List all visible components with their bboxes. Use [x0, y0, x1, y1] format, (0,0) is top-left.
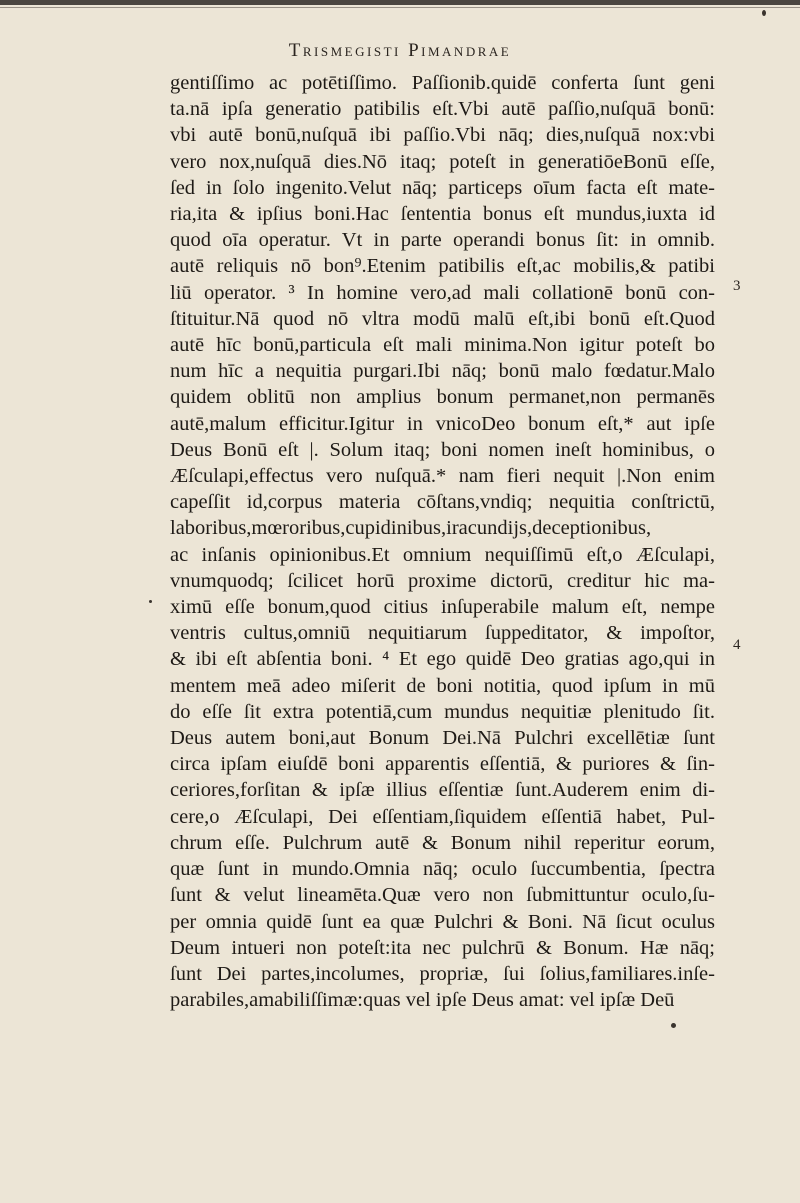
- text-line: ſunt & velut lineamēta.Quæ vero non ſubmittuntur oculo,ſu-: [170, 884, 715, 907]
- text-line: vnumquodq; ſcilicet horū proxime dictorū, creditur hic ma-: [170, 569, 715, 592]
- text-line: ventris cultus,omniū nequitiarum ſuppeditator, & impoſtor,: [170, 622, 715, 645]
- text-line: ta.nā ipſa generatio patibilis eſt.Vbi autē paſſio,nuſquā bonū:: [170, 98, 715, 121]
- text-line: vero nox,nuſquā dies.Nō itaq; poteſt in generatiōeBonū eſſe,: [170, 150, 715, 173]
- text-line: ſunt Dei partes,incolumes, propriæ, ſui ſolius,familiares.inſe-: [170, 962, 715, 985]
- text-line: quidem oblitū non amplius bonum permanet,non permanēs: [170, 386, 715, 409]
- text-line: ria,ita & ipſius boni.Hac ſententia bonus eſt mundus,iuxta id: [170, 203, 715, 226]
- text-line: num hīc a nequitia purgari.Ibi nāq; bonū malo fœdatur.Malo: [170, 360, 715, 383]
- text-line: ſed in ſolo ingenito.Velut nāq; particeps oīum facta eſt mate-: [170, 176, 715, 199]
- text-line: cere,o Æſculapi, Dei eſſentiam,ſiquidem eſſentiā habet, Pul-: [170, 805, 715, 828]
- margin-section-number-4: 4: [733, 637, 741, 653]
- text-line: Æſculapi,effectus vero nuſquā.* nam fieri nequit |.Non enim: [170, 465, 715, 488]
- text-line: circa ipſam eiuſdē boni apparentis eſſentiā, & puriores & ſin-: [170, 753, 715, 776]
- text-line: capeſſit id,corpus materia cōſtans,vndiq; nequitia conſtrictū,: [170, 491, 715, 514]
- text-line: Deus Bonū eſt |. Solum itaq; boni nomen ineſt hominibus, o: [170, 438, 715, 461]
- text-line: quæ ſunt in mundo.Omnia nāq; oculo ſuccumbentia, ſpectra: [170, 858, 715, 881]
- text-line: quod oīa operatur. Vt in parte operandi bonus ſit: in omnib.: [170, 229, 715, 252]
- text-line: parabiles,amabiliſſimæ:quas vel ipſe Deus amat: vel ipſæ Deū: [170, 989, 675, 1012]
- text-line: ac inſanis opinionibus.Et omnium nequiſſimū eſt,o Æſculapi,: [170, 543, 715, 566]
- text-line: chrum eſſe. Pulchrum autē & Bonum nihil reperitur eorum,: [170, 831, 715, 854]
- margin-section-number-3: 3: [733, 278, 741, 294]
- body-text: [170, 70, 715, 1013]
- text-line: ximū eſſe bonum,quod citius inſuperabile malum eſt, nempe: [170, 596, 715, 619]
- top-border: [0, 0, 800, 5]
- text-line: do eſſe ſit extra potentiā,cum mundus nequitiæ plenitudo ſit.: [170, 700, 715, 723]
- text-line: autē,malum efficitur.Igitur in vnicoDeo bonum eſt,* aut ipſe: [170, 412, 715, 435]
- text-line: & ibi eſt abſentia boni. ⁴ Et ego quidē Deo gratias ago,qui in: [170, 648, 715, 671]
- text-line: liū operator. ³ In homine vero,ad mali collationē bonū con-: [170, 281, 715, 304]
- text-line: vbi autē bonū,nuſquā ibi paſſio.Vbi nāq; dies,nuſquā nox:vbi: [170, 124, 715, 147]
- ink-spot: [762, 10, 766, 16]
- text-line: Deus autem boni,aut Bonum Dei.Nā Pulchri excellētiæ ſunt: [170, 727, 715, 750]
- ink-spot: [671, 1023, 676, 1028]
- text-line: autē reliquis nō bon⁹.Etenim patibilis eſt,ac mobilis,& patibi: [170, 255, 715, 278]
- text-line: autē hīc bonū,particula eſt mali minima.Non igitur poteſt bo: [170, 334, 715, 357]
- top-border-thin: [0, 7, 800, 8]
- text-line: ceriores,forſitan & ipſæ illius eſſentiæ ſunt.Auderem enim di-: [170, 779, 715, 802]
- text-line: gentiſſimo ac potētiſſimo. Paſſionib.quidē conferta ſunt geni: [170, 72, 715, 94]
- ink-spot: [149, 600, 152, 603]
- running-head: Trismegisti Pimandrae: [288, 40, 512, 61]
- text-line: Deum intueri non poteſt:ita nec pulchrū & Bonum. Hæ nāq;: [170, 936, 715, 959]
- text-line: laboribus,mœroribus,cupidinibus,iracundijs,deceptionibus,: [170, 517, 652, 540]
- text-line: ſtituitur.Nā quod nō vltra modū malū eſt,ibi bonū eſt.Quod: [170, 307, 715, 330]
- text-line: per omnia quidē ſunt ea quæ Pulchri & Boni. Nā ſicut oculus: [170, 910, 715, 933]
- text-line: mentem meā adeo miſerit de boni notitia, quod ipſum in mū: [170, 674, 715, 697]
